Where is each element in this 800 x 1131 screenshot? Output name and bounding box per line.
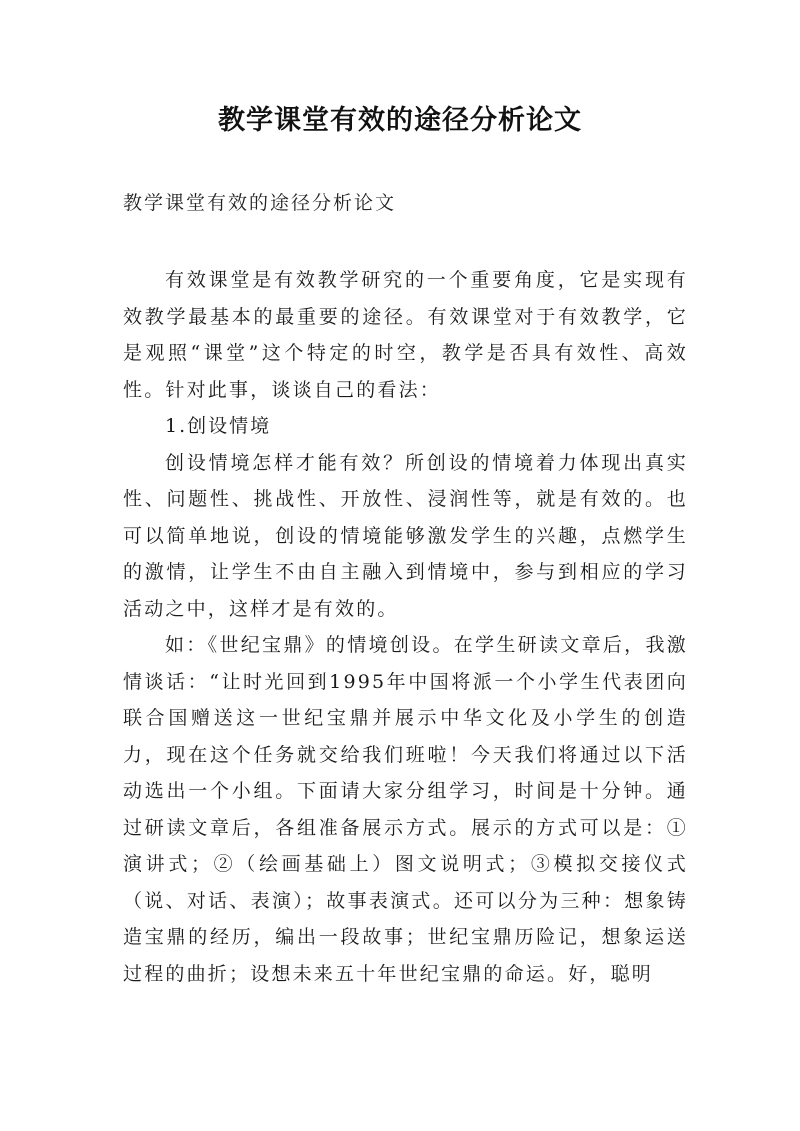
paragraph-intro: 有效课堂是有效教学研究的一个重要角度，它是实现有效教学最基本的最重要的途径。有效课堂对于有效教学，它是观照“课堂”这个特定的时空，教学是否具有效性、高效性。针对此事，谈谈自己的看法： [123, 269, 688, 401]
section-heading-create-situation: 1.创设情境 [165, 415, 272, 437]
document-body [123, 262, 688, 992]
paragraph-create-situation: 创设情境怎样才能有效？所创设的情境着力体现出真实性、问题性、挑战性、开放性、浸润性等，就是有效的。也可以简单地说，创设的情境能够激发学生的兴趣，点燃学生的激情，让学生不由自主融入到情境中，参与到相应的学习活动之中，这样才是有效的。 [123, 451, 688, 620]
document-subtitle: 教学课堂有效的途径分析论文 [123, 192, 397, 214]
paragraph-example-shijie-baoding: 如：《世纪宝鼎》的情境创设。在学生研读文章后，我激情谈话：“让时光回到1995年中国将派一个小学生代表团向联合国赠送这一世纪宝鼎并展示中华文化及小学生的创造力，现在这个任务就交给我们班啦！今天我们将通过以下活动选出一个小组。下面请大家分组学习，时间是十分钟。通过研读文章后，各组准备展示方式。展示的方式可以是：①演讲式；②（绘画基础上）图文说明式；③模拟交接仪式（说、对话、表演）；故事表演式。还可以分为三种：想象铸造宝鼎的经历，编出一段故事；世纪宝鼎历险记，想象运送过程的曲折；设想未来五十年世纪宝鼎的命运。好，聪明 [123, 634, 688, 985]
document-title: 教学课堂有效的途径分析论文 [218, 105, 582, 136]
